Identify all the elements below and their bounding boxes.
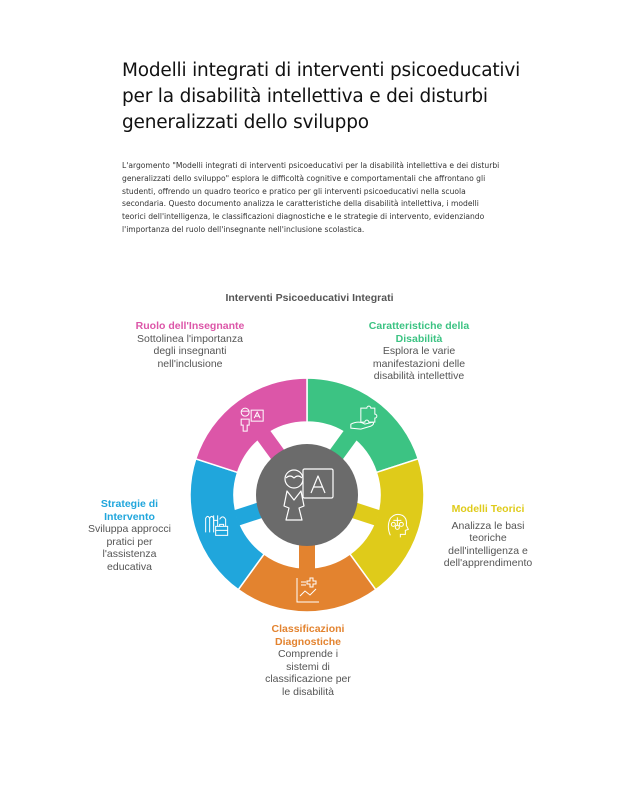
diagram-title: Interventi Psicoeducativi Integrati [225,292,394,304]
label-strategie [82,498,177,573]
label-heading: Ruolo dell'Insegnante [135,320,245,332]
label-text: Sviluppa approcci pratici per l'assistenza educativa [88,523,171,573]
label-classificazioni [262,623,354,698]
label-heading: Caratteristiche della Disabilità [368,320,470,345]
label-caratteristiche [364,320,474,383]
document-title: Modelli integrati di interventi psicoeducativi per la disabilità intellettiva e dei disturbi generalizzati dello sviluppo [122,60,521,133]
label-heading: Strategie di Intervento [100,498,159,523]
segment-connector [299,544,315,569]
label-modelli [434,503,542,570]
label-ruolo [134,320,246,370]
segment-4 [190,459,264,590]
label-text: Sottolinea l'importanza degli insegnanti nell'inclusione [137,332,243,370]
label-text: Analizza le basi teoriche dell'intelligenza e dell'apprendimento [443,519,533,569]
label-heading: Modelli Teorici [451,503,525,515]
document-intro: L'argomento "Modelli integrati di interventi psicoeducativi per la disabilità intellettiva e dei disturbi generalizzati dello sviluppo" esplora le difficoltà cognitive e comportamentali che affrontano gli studenti, offrendo un quadro teorico e pratico per gli interventi psicoeducativi nella scuola secondaria. Questo documento analizza le caratteristiche della disabilità intellettiva, i modelli teorici dell'intelligenza, le classificazioni diagnostiche e le strategie di intervento, evidenziando l'importanza del ruolo dell'insegnante nell'inclusione scolastica. [122,161,500,234]
center-circle [256,444,358,546]
label-text: Comprende i sistemi di classificazione per le disabilità [265,648,351,698]
label-heading: Classificazioni Diagnostiche [271,623,345,648]
label-text: Esplora le varie manifestazioni delle disabilità intellettive [372,345,466,382]
